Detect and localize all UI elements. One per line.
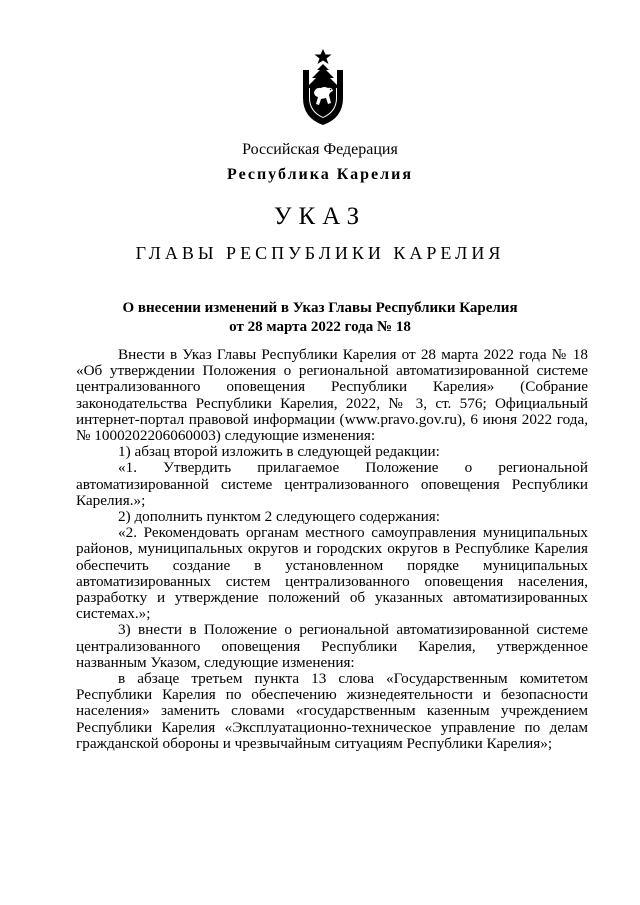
country-name: Российская Федерация	[242, 141, 398, 158]
karelia-coat-of-arms-icon	[297, 48, 349, 126]
republic-name: Республика Карелия	[227, 166, 413, 183]
paragraph: 3) внести в Положение о региональной автоматизированной системе централизованного оповещения Республики Карелия, утвержденное названным Указом, следующие изменения:	[76, 621, 588, 671]
document-title	[0, 299, 640, 337]
document-issuer: ГЛАВЫ РЕСПУБЛИКИ КАРЕЛИЯ	[135, 243, 505, 263]
document-body	[76, 347, 588, 752]
document-title-line2: от 28 марта 2022 года № 18	[229, 319, 411, 335]
paragraph: в абзаце третьем пункта 13 слова «Государственным комитетом Республики Карелия по обеспечению жизнедеятельности и безопасности населения» заменить словами «государственным казенным учреждением Республики Карелия «Эксплуатационно-техническое управление по делам гражданской обороны и чрезвычайным ситуациям Республики Карелия»;	[76, 670, 588, 752]
document-type: УКАЗ	[273, 203, 367, 230]
paragraph: «1. Утвердить прилагаемое Положение о региональной автоматизированной системе централизованного оповещения Республики Карелия.»;	[76, 459, 588, 509]
document-title-line1: О внесении изменений в Указ Главы Республики Карелия	[122, 300, 518, 316]
paragraph: 1) абзац второй изложить в следующей редакции:	[118, 443, 440, 461]
paragraph: Внести в Указ Главы Республики Карелия от 28 марта 2022 года № 18 «Об утверждении Положения о региональной автоматизированной системе централизованного оповещения Республики Карелия» (Собрание законодательства Республики Карелия, 2022, № 3, ст. 576; Официальный интернет-портал правовой информации (www.pravo.gov.ru), 6 июня 2022 года, № 1000202206060003) следующие изменения:	[76, 346, 588, 445]
paragraph: «2. Рекомендовать органам местного самоуправления муниципальных районов, муниципальных округов и городских округов в Республике Карелия обеспечить создание в установленном порядке муниципальных автоматизированных систем централизованного оповещения населения, разработку и утверждение положений об указанных автоматизированных системах.»;	[76, 524, 588, 623]
paragraph: 2) дополнить пунктом 2 следующего содержания:	[118, 508, 440, 526]
